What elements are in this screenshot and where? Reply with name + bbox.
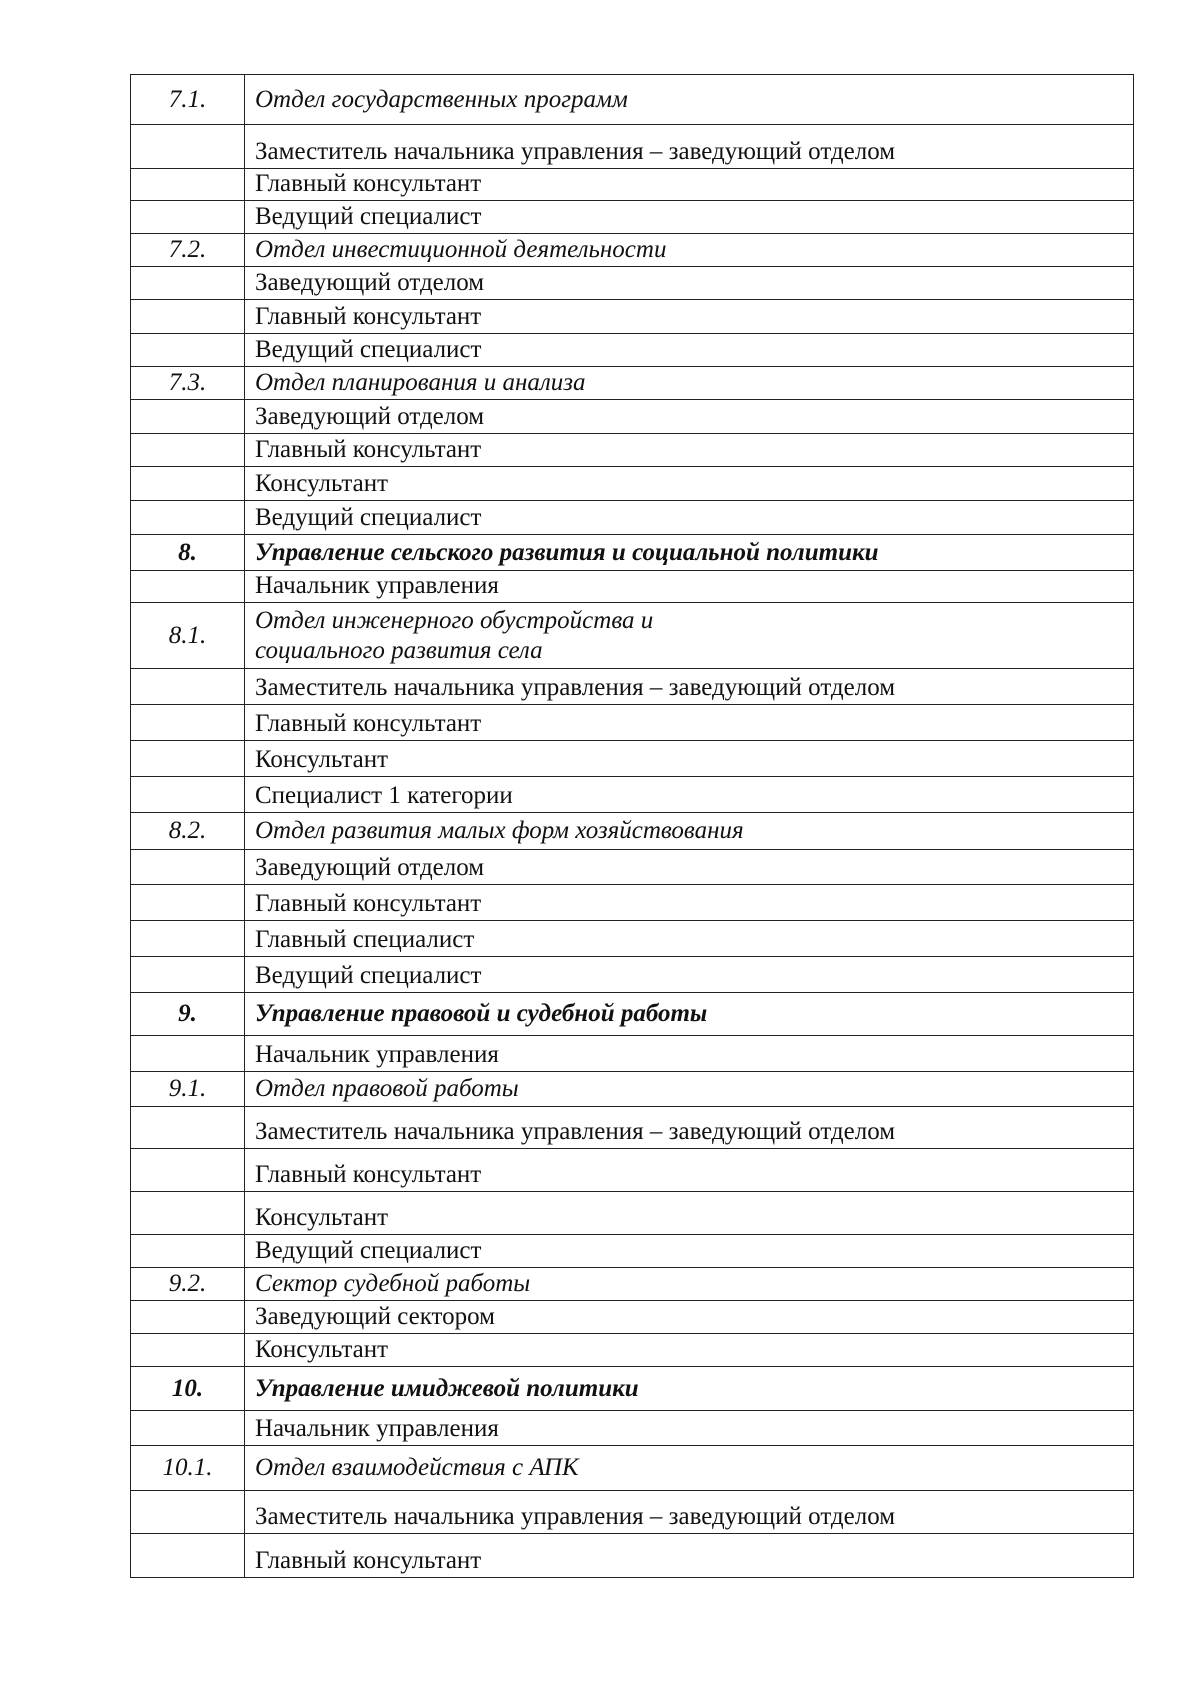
row-number (131, 1235, 245, 1267)
management-row (131, 993, 1133, 1036)
position-row (131, 1301, 1133, 1334)
department-row (131, 367, 1133, 400)
row-number (131, 501, 245, 534)
position-title: Главный консультант (255, 170, 482, 197)
unit-title: Отдел планирования и анализа (255, 369, 586, 396)
row-number: 9. (131, 993, 245, 1035)
position-title: Начальник управления (255, 572, 499, 599)
unit-title: Управление правовой и судебной работы (255, 1000, 708, 1027)
row-number (131, 434, 245, 466)
row-number (131, 400, 245, 433)
row-number (131, 1107, 245, 1148)
position-title: Начальник управления (255, 1041, 499, 1068)
position-title: Ведущий специалист (255, 962, 482, 989)
department-row (131, 1268, 1133, 1301)
position-row (131, 1149, 1133, 1192)
position-title: Заместитель начальника управления – заведующий отделом (255, 674, 896, 701)
position-title: Ведущий специалист (255, 504, 482, 531)
position-row (131, 201, 1133, 234)
position-row (131, 300, 1133, 334)
row-number (131, 125, 245, 168)
position-row (131, 1534, 1133, 1577)
position-row (131, 125, 1133, 169)
position-row (131, 400, 1133, 434)
position-row (131, 669, 1133, 705)
position-row (131, 705, 1133, 741)
row-number (131, 1534, 245, 1577)
position-row (131, 1411, 1133, 1446)
position-title: Главный консультант (255, 436, 482, 463)
position-title: Главный консультант (255, 1547, 482, 1574)
department-row (131, 234, 1133, 267)
row-number (131, 1036, 245, 1071)
row-number (131, 334, 245, 366)
position-row (131, 169, 1133, 201)
position-row (131, 501, 1133, 535)
row-number (131, 467, 245, 500)
row-number: 8.1. (131, 603, 245, 668)
position-row (131, 1107, 1133, 1149)
position-row (131, 885, 1133, 921)
unit-title: Отдел государственных программ (255, 85, 628, 113)
unit-title: Управление сельского развития и социальной политики (255, 538, 879, 566)
position-title: Заведующий сектором (255, 1303, 495, 1330)
position-title: Заведующий отделом (255, 854, 485, 881)
position-title: Ведущий специалист (255, 1237, 482, 1264)
department-row (131, 813, 1133, 850)
row-number: 7.2. (131, 234, 245, 266)
position-title: Консультант (255, 470, 389, 497)
position-row (131, 571, 1133, 603)
position-title: Заместитель начальника управления – заведующий отделом (255, 1503, 896, 1530)
row-number (131, 921, 245, 956)
position-title: Заведующий отделом (255, 269, 485, 296)
position-row (131, 1491, 1133, 1534)
row-number (131, 777, 245, 812)
position-title: Заместитель начальника управления – заведующий отделом (255, 1118, 896, 1145)
row-number: 9.2. (131, 1268, 245, 1300)
position-title: Консультант (255, 1336, 389, 1363)
row-number: 8. (131, 535, 245, 570)
position-title: Консультант (255, 746, 389, 773)
row-number: 10. (131, 1367, 245, 1410)
position-title: Главный консультант (255, 890, 482, 917)
position-title: Заведующий отделом (255, 403, 485, 430)
position-row (131, 957, 1133, 993)
row-number: 7.3. (131, 367, 245, 399)
row-number (131, 1491, 245, 1533)
row-number (131, 1192, 245, 1234)
unit-title: Отдел развития малых форм хозяйствования (255, 817, 744, 844)
position-title: Ведущий специалист (255, 336, 482, 363)
staff-table (130, 74, 1134, 1578)
row-number (131, 741, 245, 776)
row-number (131, 957, 245, 992)
position-title: Ведущий специалист (255, 203, 482, 230)
position-row (131, 467, 1133, 501)
row-number (131, 705, 245, 740)
position-row (131, 334, 1133, 367)
row-number (131, 300, 245, 333)
position-row (131, 921, 1133, 957)
management-row (131, 1367, 1133, 1411)
position-row (131, 1334, 1133, 1367)
department-row (131, 603, 1133, 669)
unit-title: Сектор судебной работы (255, 1270, 531, 1297)
position-row (131, 267, 1133, 300)
row-number (131, 1411, 245, 1445)
position-title: Главный консультант (255, 1161, 482, 1188)
unit-title: Отдел взаимодействия с АПК (255, 1454, 579, 1481)
department-row (131, 1072, 1133, 1107)
row-number (131, 1334, 245, 1366)
position-row (131, 434, 1133, 467)
row-number (131, 169, 245, 200)
unit-title: Управление имиджевой политики (255, 1374, 639, 1402)
unit-title: Отдел инвестиционной деятельности (255, 236, 667, 263)
position-title: Главный консультант (255, 303, 482, 330)
position-title: Консультант (255, 1204, 389, 1231)
position-title: Главный консультант (255, 710, 482, 737)
position-row (131, 850, 1133, 885)
row-number (131, 571, 245, 602)
unit-title: Отдел правовой работы (255, 1075, 519, 1102)
position-row (131, 1192, 1133, 1235)
position-row (131, 1036, 1133, 1072)
position-title: Начальник управления (255, 1415, 499, 1442)
row-number: 7.1. (131, 75, 245, 124)
management-row (131, 535, 1133, 571)
row-number (131, 201, 245, 233)
position-title: Главный специалист (255, 926, 475, 953)
row-number (131, 850, 245, 884)
position-row (131, 741, 1133, 777)
position-row (131, 777, 1133, 813)
row-number (131, 267, 245, 299)
row-number (131, 1149, 245, 1191)
position-row (131, 1235, 1133, 1268)
department-row (131, 75, 1133, 125)
row-number: 9.1. (131, 1072, 245, 1106)
unit-title: Отдел инженерного обустройства и социального развития села (255, 606, 654, 664)
position-title: Специалист 1 категории (255, 782, 513, 809)
row-number: 8.2. (131, 813, 245, 849)
row-number (131, 885, 245, 920)
row-number (131, 669, 245, 704)
row-number: 10.1. (131, 1446, 245, 1490)
row-number (131, 1301, 245, 1333)
department-row (131, 1446, 1133, 1491)
position-title: Заместитель начальника управления – заведующий отделом (255, 138, 896, 165)
